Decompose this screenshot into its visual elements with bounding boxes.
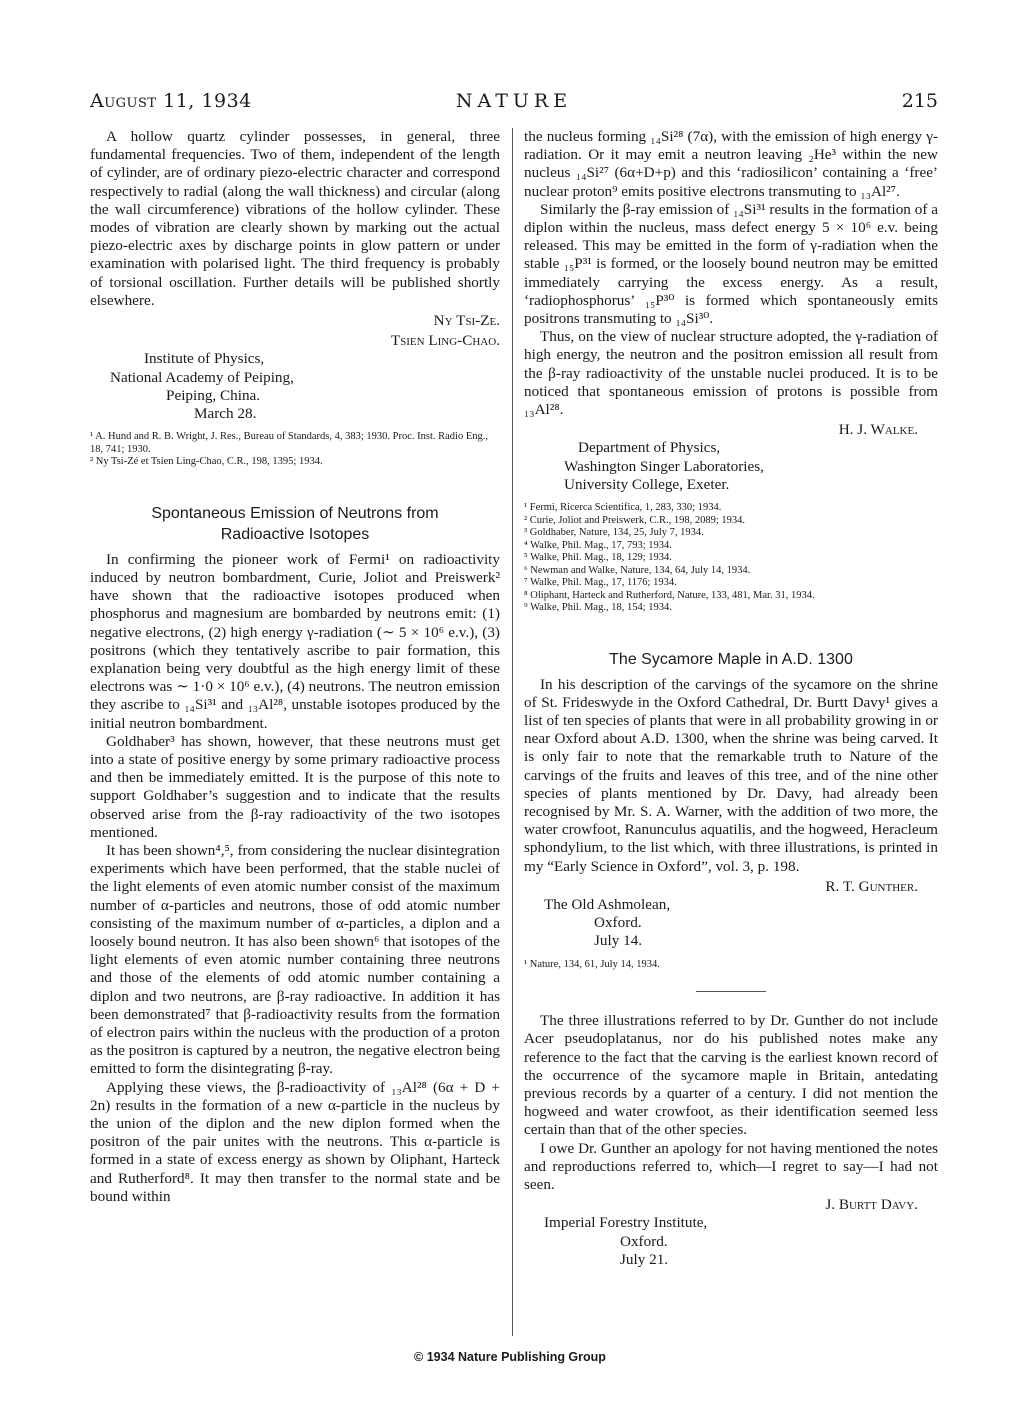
signature-tsien: Tsien Ling-Chao.	[390, 332, 500, 350]
address-line: University College, Exeter.	[564, 475, 730, 493]
paragraph: Thus, on the view of nuclear structure adopted, the γ-radiation of high energy, the neutron and the positron emission all result from the β-ray radioactivity of the unstable nuclei produced. It is to be noticed that spontaneous emission of protons is possible from ₁₃Al²⁸.	[524, 328, 938, 419]
address-line: Washington Singer Laboratories,	[564, 457, 764, 475]
paragraph: the nucleus forming ₁₄Si²⁸ (7α), with the emission of high energy γ-radiation. Or it may emit a neutron leaving ₂He³ within the new nucleus ₁₄Si²⁷ (6α+D+p) and this ‘radiosilicon’ containing a ‘free’ nuclear proton⁹ emits positive electrons transmuting to ₁₃Al²⁷.	[524, 128, 938, 200]
copyright-footer: © 1934 Nature Publishing Group	[414, 1350, 606, 1364]
left-column	[90, 128, 500, 1206]
footnote: ¹ A. Hund and R. B. Wright, J. Res., Bureau of Standards, 4, 383; 1930. Proc. Inst. Radio Eng., 18, 741; 1930.	[90, 431, 489, 455]
signature-gunther: R. T. Gunther.	[825, 877, 918, 895]
section-rule	[696, 991, 766, 992]
article-title-neutrons	[90, 503, 500, 545]
address-line: March 28.	[194, 405, 257, 423]
footnote: ⁴ Walke, Phil. Mag., 17, 793; 1934.	[524, 539, 672, 551]
title-line: Radioactive Isotopes	[220, 525, 370, 543]
issue-date: August 11, 1934	[90, 90, 252, 112]
address-line: Department of Physics,	[578, 439, 721, 457]
footnotes-walke	[524, 502, 938, 615]
footnote-gunther: ¹ Nature, 134, 61, July 14, 1934.	[524, 958, 660, 970]
paragraph: I owe Dr. Gunther an apology for not having mentioned the notes and reproductions referred to, which—I regret to say—I had not seen.	[524, 1139, 938, 1193]
paragraph: Similarly the β-ray emission of ₁₄Si³¹ results in the formation of a diplon within the nucleus, mass defect energy 5 × 10⁶ e.v. being released. This may be emitted in the form of γ-radiation when the stable ₁₅P³¹ is formed, or the loosely bound neutron may be emitted immediately carrying the excess energy. As a result, ‘radiophosphorus’ ₁₅P³⁰ is formed which spontaneously emits positrons transmuting to ₁₄Si³⁰.	[524, 200, 938, 328]
address-ashmolean	[544, 896, 938, 951]
column-divider	[512, 128, 513, 1336]
address-line: July 14.	[594, 932, 643, 950]
address-exeter	[564, 439, 938, 494]
paragraph: The three illustrations referred to by Dr. Gunther do not include Acer pseudoplatanus, nor do his published notes make any reference to the fact that the carving is the earliest known record of the occurrence of the sycamore maple in Britain, antedating previous records by a quarter of a century. I did not mention the hogweed and water crowfoot, as their identification seemed less certain than that of the other species.	[524, 1012, 938, 1139]
page-number: 215	[901, 90, 938, 112]
address-peiping	[110, 350, 500, 423]
paragraph: In his description of the carvings of the sycamore on the shrine of St. Frideswyde in the Oxford Cathedral, Dr. Burtt Davy¹ gives a list of ten species of plants that were in all probability growing in or near Oxford about A.D. 1300, when the shrine was being carved. It is only fair to note that the remarkable truth to Nature of the carvings of the fruits and leaves of this tree, and of the nine other species of plants mentioned by Dr. Davy, had already been recognised by Mr. S. A. Warner, with the addition of two more, the water crowfoot, Ranunculus aquatilis, and the hogweed, Heracleum sphondylium, to the list which, with three illustrations, is printed in my “Early Science in Oxford”, vol. 3, p. 198.	[524, 675, 938, 875]
footnote: ⁵ Walke, Phil. Mag., 18, 129; 1934.	[524, 552, 672, 564]
footnote: ⁸ Oliphant, Harteck and Rutherford, Nature, 133, 481, Mar. 31, 1934.	[524, 589, 815, 601]
address-line: July 21.	[620, 1250, 669, 1268]
paragraph: It has been shown⁴,⁵, from considering the nuclear disintegration experiments which have been performed, that the stable nuclei of the light elements of even atomic number consist of the maximum number of α-particles and neutrons, those of odd atomic number consisting of the maximum number of α-particles, a diplon and a loosely bound neutron. It has also been shown⁶ that isotopes of the light elements of even atomic number containing three neutrons and those of the elements of odd atomic number containing a diplon and two neutrons, are β-ray radioactive. In addition it has been demonstrated⁷ that β-radioactivity results from the formation of electron pairs within the nucleus with the production of a proton as the positron is captured by a neutron, the negative electron being emitted to form the disintegrating β-ray.	[90, 842, 500, 1078]
paragraph: Applying these views, the β-radioactivity of ₁₃Al²⁸ (6α + D + 2n) results in the formation of a new α-particle in the nucleus by the union of the diplon and the new diplon formed when the positron of the pair unites with the neutrons. This α-particle is formed in a state of excess energy as shown by Oliphant, Harteck and Rutherford⁸. It may then transfer to the normal state and be bound within	[90, 1078, 500, 1205]
address-line: Peiping, China.	[166, 386, 261, 404]
signature-walke: H. J. Walke.	[838, 421, 918, 439]
right-column	[524, 128, 938, 1269]
running-header	[90, 88, 938, 122]
footnote: ⁹ Walke, Phil. Mag., 18, 154; 1934.	[524, 602, 672, 614]
address-line: The Old Ashmolean,	[544, 896, 671, 913]
footnote: ⁷ Walke, Phil. Mag., 17, 1176; 1934.	[524, 577, 677, 589]
address-line: Institute of Physics,	[144, 350, 265, 368]
footnote: ² Curie, Joliot and Preiswerk, C.R., 198, 2089; 1934.	[524, 514, 746, 526]
signature-davy: J. Burtt Davy.	[825, 1196, 918, 1214]
address-line: Oxford.	[620, 1232, 668, 1250]
footnote: ⁶ Newman and Walke, Nature, 134, 64, July 14, 1934.	[524, 564, 751, 576]
address-line: National Academy of Peiping,	[110, 368, 294, 386]
paragraph: In confirming the pioneer work of Fermi¹ on radioactivity induced by neutron bombardment, Curie, Joliot and Preiswerk² have shown that the radioactive isotopes produced when phosphorus and magnesium are bombarded by neutrons emit: (1) negative electrons, (2) high energy γ-radiation (∼ 5 × 10⁶ e.v.), (3) positrons (which they tentatively ascribe to pair formation, this explanation being very doubtful as the high energy limit of these electrons was ∼ 1·0 × 10⁶ e.v.), (4) neutrons. The neutron emission they ascribe to ₁₄Si³¹ and ₁₃Al²⁸, unstable isotopes produced by the initial neutron bombardment.	[90, 550, 500, 732]
footnotes-quartz	[90, 431, 500, 469]
footnote: ¹ Fermi, Ricerca Scientifica, 1, 283, 330; 1934.	[524, 502, 722, 514]
address-line: Oxford.	[594, 914, 642, 932]
signature-ny: Ny Tsi-Ze.	[433, 312, 500, 330]
journal-title: NATURE	[455, 90, 573, 112]
paragraph: Goldhaber³ has shown, however, that these neutrons must get into a state of positive energy by some primary radioactive process and then be immediately emitted. It is the purpose of this note to support Goldhaber’s suggestion and to indicate that the results observed arise from the β-ray radioactivity of the two isotopes mentioned.	[90, 732, 500, 841]
footnote: ³ Goldhaber, Nature, 134, 25, July 7, 1934.	[524, 527, 704, 539]
title-line: Spontaneous Emission of Neutrons from	[151, 504, 439, 522]
address-forestry	[544, 1214, 938, 1269]
article-title-sycamore: The Sycamore Maple in A.D. 1300	[609, 650, 853, 668]
quartz-paragraph: A hollow quartz cylinder possesses, in general, three fundamental frequencies. Two of them, independent of the length of cylinder, are of ordinary piezo-electric character and correspond respectively to radial (along the wall thickness) and circular (along the wall circumference) vibrations of the hollow cylinder. These modes of vibration are clearly shown by marking out the actual piezo-electric axes by discharge points in glow pattern or under examination with polarised light. The third frequency is probably of torsional oscillation. Further details will be published shortly elsewhere.	[90, 128, 500, 309]
address-line: Imperial Forestry Institute,	[544, 1214, 708, 1232]
footnote: ² Ny Tsi-Zé et Tsien Ling-Chao, C.R., 198, 1395; 1934.	[90, 456, 323, 468]
